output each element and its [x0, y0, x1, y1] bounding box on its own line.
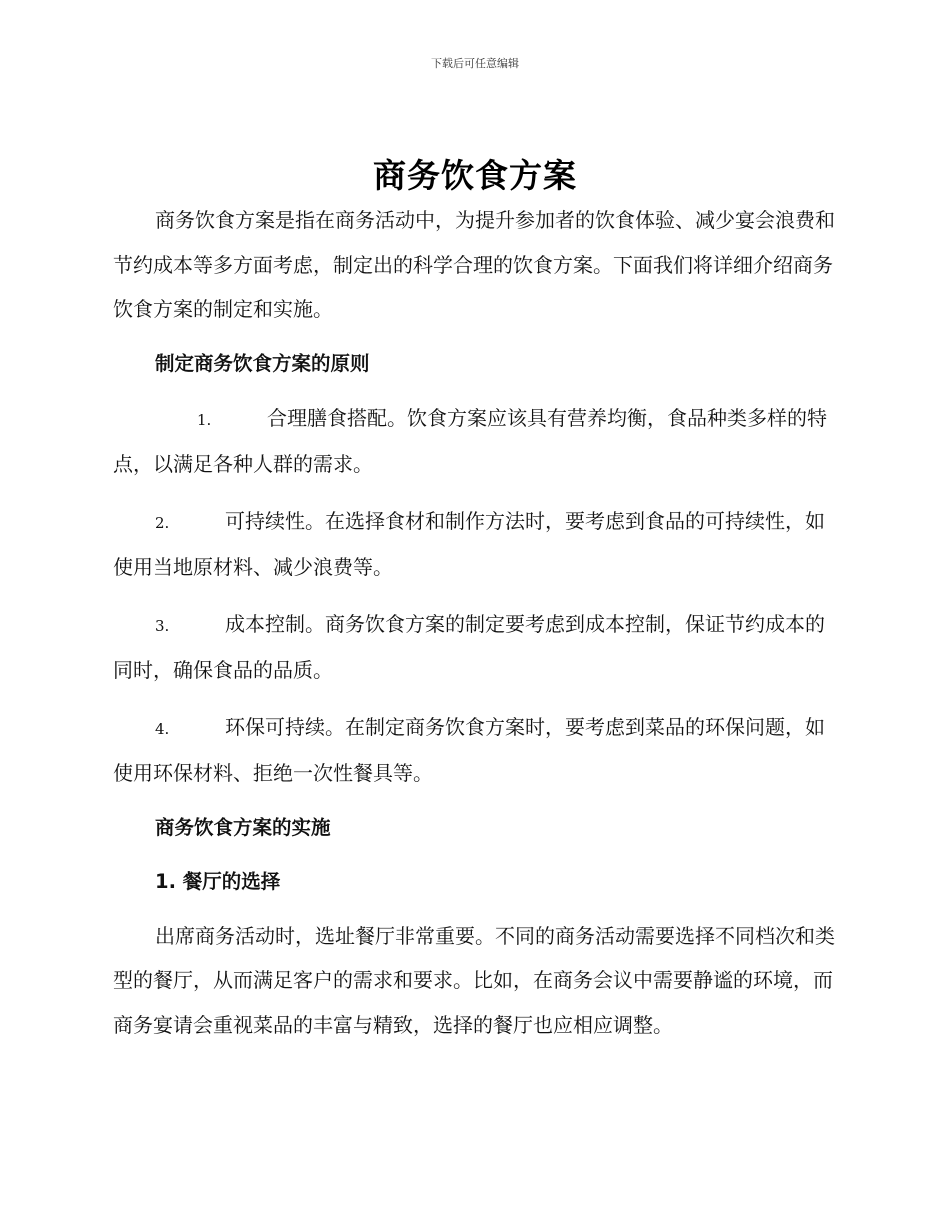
- list-text: 合理膳食搭配。饮食方案应该具有营养均衡，食品种类多样的特点，以满足各种人群的需求。: [113, 405, 827, 476]
- list-number: 2.: [155, 513, 170, 532]
- list-text: 成本控制。商务饮食方案的制定要考虑到成本控制，保证节约成本的同时，确保食品的品质。: [113, 611, 825, 682]
- section-heading-principles: 制定商务饮食方案的原则: [155, 351, 370, 375]
- list-number: 1.: [197, 410, 212, 429]
- list-item: [113, 499, 835, 590]
- list-number: 4.: [155, 719, 170, 738]
- header-note: 下载后可任意编辑: [431, 57, 519, 70]
- list-number: 3.: [155, 616, 170, 635]
- document-body: [113, 198, 835, 1047]
- intro-paragraph: 商务饮食方案是指在商务活动中，为提升参加者的饮食体验、减少宴会浪费和节约成本等多方面考虑，制定出的科学合理的饮食方案。下面我们将详细介绍商务饮食方案的制定和实施。: [113, 208, 835, 321]
- list-item: [113, 602, 835, 693]
- document-title: 商务饮食方案: [373, 156, 577, 195]
- restaurant-paragraph: 出席商务活动时，选址餐厅非常重要。不同的商务活动需要选择不同档次和类型的餐厅，从而满足客户的需求和要求。比如，在商务会议中需要静谧的环境，而商务宴请会重视菜品的丰富与精致，选择的餐厅也应相应调整。: [113, 923, 835, 1037]
- list-item: [113, 396, 835, 487]
- section-heading-implementation: 商务饮食方案的实施: [155, 815, 331, 839]
- list-text: 环保可持续。在制定商务饮食方案时，要考虑到菜品的环保问题，如使用环保材料、拒绝一次性餐具等。: [113, 714, 825, 785]
- list-item: [113, 705, 835, 796]
- list-text: 可持续性。在选择食材和制作方法时，要考虑到食品的可持续性，如使用当地原材料、减少浪费等。: [113, 508, 825, 579]
- subsection-heading-restaurant: 1. 餐厅的选择: [155, 869, 281, 893]
